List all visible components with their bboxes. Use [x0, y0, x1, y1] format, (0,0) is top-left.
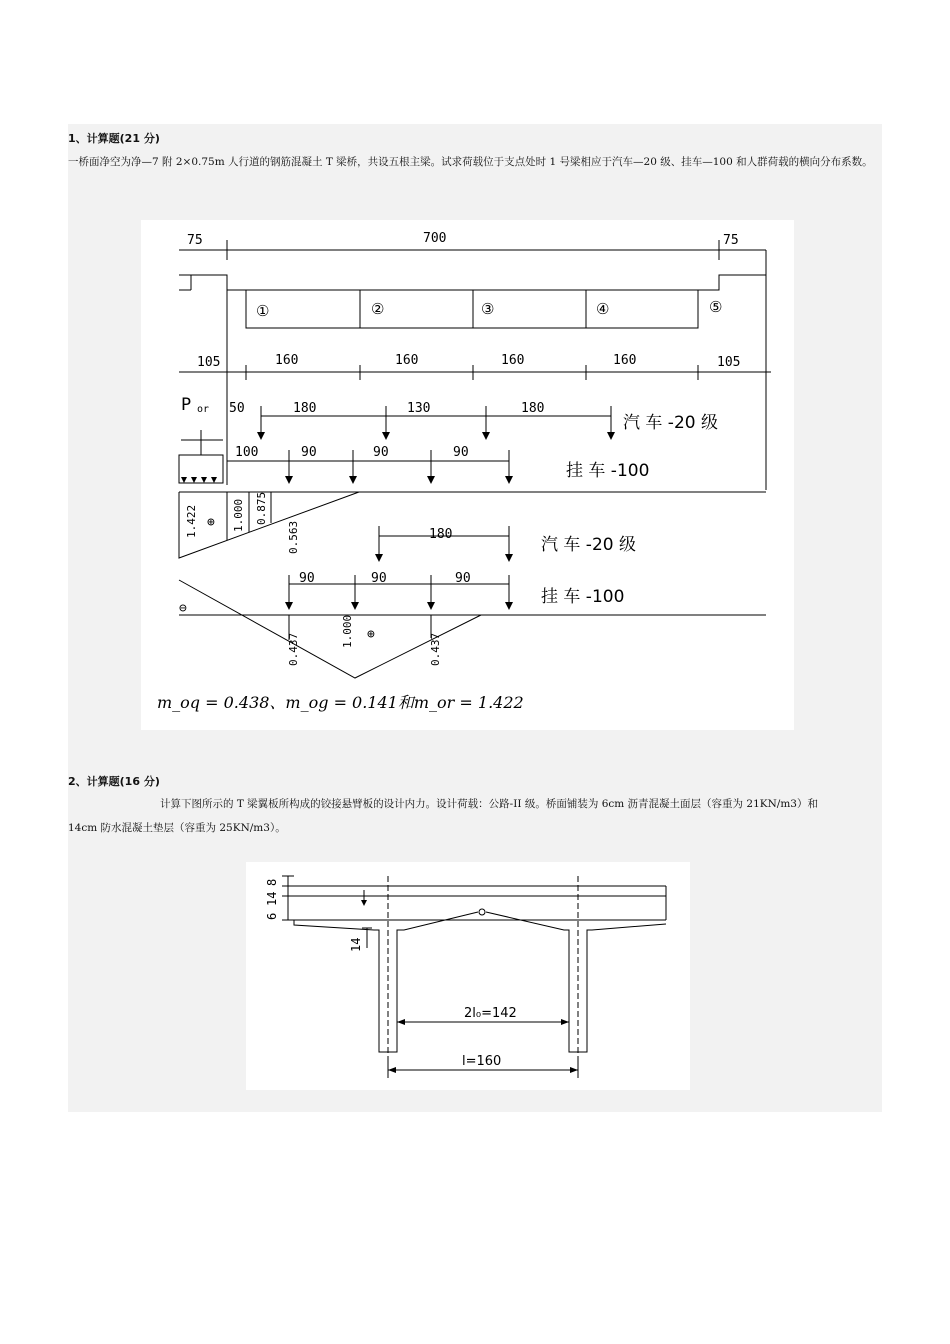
dim-left-1: 8	[265, 878, 279, 886]
q2-heading: 2、计算题(16 分)	[68, 775, 160, 788]
trailer-spacing-1: 100	[235, 445, 259, 460]
minus-sign: ⊖	[179, 601, 187, 616]
q2-figure	[246, 862, 690, 1090]
ord2-1: 0.437	[287, 632, 300, 666]
label-2l0: 2l₀=142	[464, 1006, 517, 1021]
beam-label-1: ①	[256, 302, 270, 320]
beam-label-3: ③	[481, 300, 495, 318]
dim-spacing-1: 105	[197, 355, 221, 370]
beam-label-5: ⑤	[709, 298, 723, 316]
trailer-label-1: 挂 车 -100	[566, 461, 650, 481]
car2-spacing: 180	[429, 527, 453, 542]
label-l: l=160	[462, 1054, 502, 1069]
dim-web: 14	[349, 937, 363, 952]
trailer-label-2: 挂 车 -100	[541, 587, 625, 607]
beam-label-4: ④	[596, 300, 610, 318]
car-spacing-4: 180	[521, 401, 545, 416]
q1-diagram-svg	[141, 220, 794, 730]
plus-sign-1: ⊕	[207, 515, 215, 530]
q2-body-line2: 14cm 防水混凝土垫层（容重为 25KN/m3）。	[68, 822, 286, 834]
trailer-spacing-3: 90	[373, 445, 389, 460]
dim-spacing-3: 160	[395, 353, 419, 368]
dim-spacing-2: 160	[275, 353, 299, 368]
car-label-2: 汽 车 -20 级	[541, 535, 636, 555]
plus-sign-2: ⊕	[367, 627, 375, 642]
dim-left-3: 6	[265, 912, 279, 920]
trailer2-spacing-1: 90	[299, 571, 315, 586]
ord1-2: 1.000	[232, 498, 245, 532]
dim-top-mid: 700	[423, 231, 447, 246]
dim-left-2: 14	[265, 891, 279, 906]
ord1-1: 1.422	[185, 504, 198, 538]
car-spacing-3: 130	[407, 401, 431, 416]
dim-top-left: 75	[187, 233, 203, 248]
ord2-2: 1.000	[341, 614, 354, 648]
dim-spacing-4: 160	[501, 353, 525, 368]
car-spacing-1: 50	[229, 401, 245, 416]
trailer2-spacing-3: 90	[455, 571, 471, 586]
q2-body-line1: 计算下图所示的 T 梁翼板所构成的铰接悬臂板的设计内力。设计荷载：公路-II 级。桥面铺装为 6cm 沥青混凝土面层（容重为 21KN/m3）和	[160, 798, 818, 810]
dim-top-right: 75	[723, 233, 739, 248]
result-formula: m_oq = 0.438、m_og = 0.141和m_or = 1.422	[157, 693, 524, 712]
ord1-3: 0.875	[255, 491, 268, 525]
car-label-1: 汽 车 -20 级	[623, 413, 718, 433]
q1-heading: 1、计算题(21 分)	[68, 132, 160, 145]
trailer2-spacing-2: 90	[371, 571, 387, 586]
q1-body: 一桥面净空为净—7 附 2×0.75m 人行道的钢筋混凝土 T 梁桥，共设五根主梁。试求荷载位于支点处时 1 号梁相应于汽车—20 级、挂车—100 和人群荷载的横向分布系数。	[68, 156, 873, 168]
por-label: P	[181, 395, 192, 415]
trailer-spacing-4: 90	[453, 445, 469, 460]
q1-figure	[141, 220, 794, 730]
ord2-3: 0.437	[429, 632, 442, 666]
por-subscript: or	[197, 404, 210, 415]
beam-label-2: ②	[371, 300, 385, 318]
q2-diagram-svg	[246, 862, 690, 1090]
ord1-4: 0.563	[287, 520, 300, 554]
trailer-spacing-2: 90	[301, 445, 317, 460]
dim-spacing-6: 105	[717, 355, 741, 370]
dim-spacing-5: 160	[613, 353, 637, 368]
car-spacing-2: 180	[293, 401, 317, 416]
